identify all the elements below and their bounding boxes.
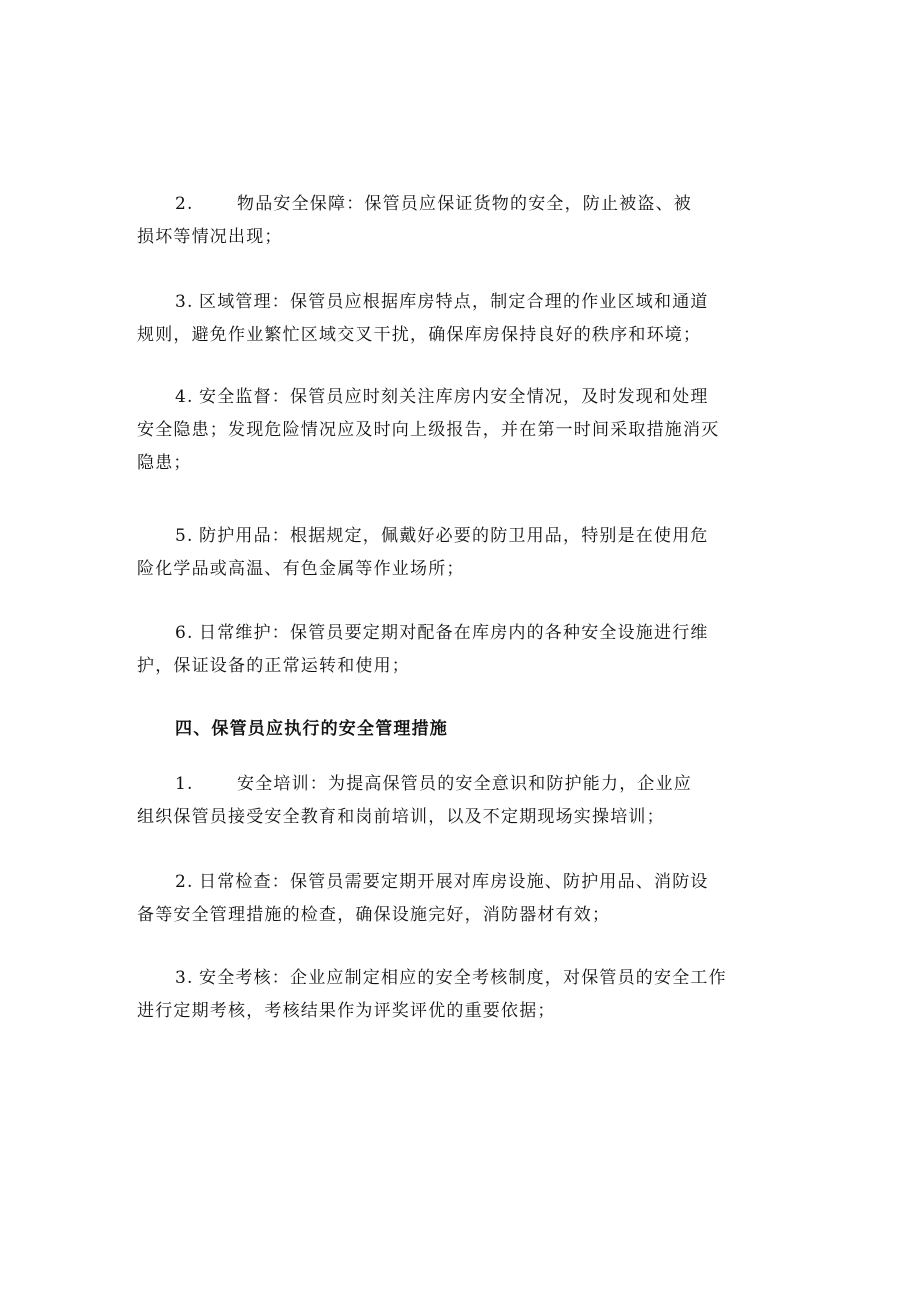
- list-item: [137, 617, 777, 683]
- list-item: [137, 866, 777, 932]
- item-text: 日常维护：保管员要定期对配备在库房内的各种安全设施进行维: [199, 623, 709, 643]
- item-number: 3.: [175, 292, 194, 312]
- list-item: [137, 520, 777, 586]
- item-text-continued: 护，保证设备的正常运转和使用；: [137, 656, 410, 676]
- item-number: 2.: [175, 872, 194, 892]
- list-item: [137, 381, 777, 480]
- item-text-continued: 组织保管员接受安全教育和岗前培训，以及不定期现场实操培训；: [137, 807, 665, 827]
- item-number: 1.: [175, 774, 194, 794]
- item-number: 6.: [175, 623, 194, 643]
- item-text-continued: 备等安全管理措施的检查，确保设施完好，消防器材有效；: [137, 905, 611, 925]
- list-item: [137, 962, 777, 1028]
- item-number: 5.: [175, 526, 194, 546]
- item-text: 物品安全保障：保管员应保证货物的安全，防止被盗、被: [237, 194, 692, 214]
- item-text: 防护用品：根据规定，佩戴好必要的防卫用品，特别是在使用危: [199, 526, 709, 546]
- item-number: 4.: [175, 387, 194, 407]
- item-number: 3.: [175, 968, 194, 988]
- item-text-continued: 安全隐患；发现危险情况应及时向上级报告，并在第一时间采取措施消灭: [137, 420, 720, 440]
- list-item: [137, 286, 777, 352]
- item-text: 区域管理：保管员应根据库房特点，制定合理的作业区域和通道: [199, 292, 709, 312]
- item-text-continued: 进行定期考核，考核结果作为评奖评优的重要依据；: [137, 1001, 556, 1021]
- list-item: [137, 188, 777, 254]
- section-heading: 四、保管员应执行的安全管理措施: [175, 719, 448, 739]
- list-item: [137, 768, 777, 834]
- item-text: 安全监督：保管员应时刻关注库房内安全情况，及时发现和处理: [199, 387, 709, 407]
- item-text-continued: 隐患；: [137, 453, 192, 473]
- item-number: 2.: [175, 194, 194, 214]
- item-text-continued: 险化学品或高温、有色金属等作业场所；: [137, 559, 465, 579]
- item-text-continued: 损坏等情况出现；: [137, 227, 283, 247]
- item-text: 安全培训：为提高保管员的安全意识和防护能力，企业应: [237, 774, 692, 794]
- item-text: 安全考核：企业应制定相应的安全考核制度，对保管员的安全工作: [199, 968, 727, 988]
- item-text: 日常检查：保管员需要定期开展对库房设施、防护用品、消防设: [199, 872, 709, 892]
- item-text-continued: 规则，避免作业繁忙区域交叉干扰，确保库房保持良好的秩序和环境；: [137, 325, 702, 345]
